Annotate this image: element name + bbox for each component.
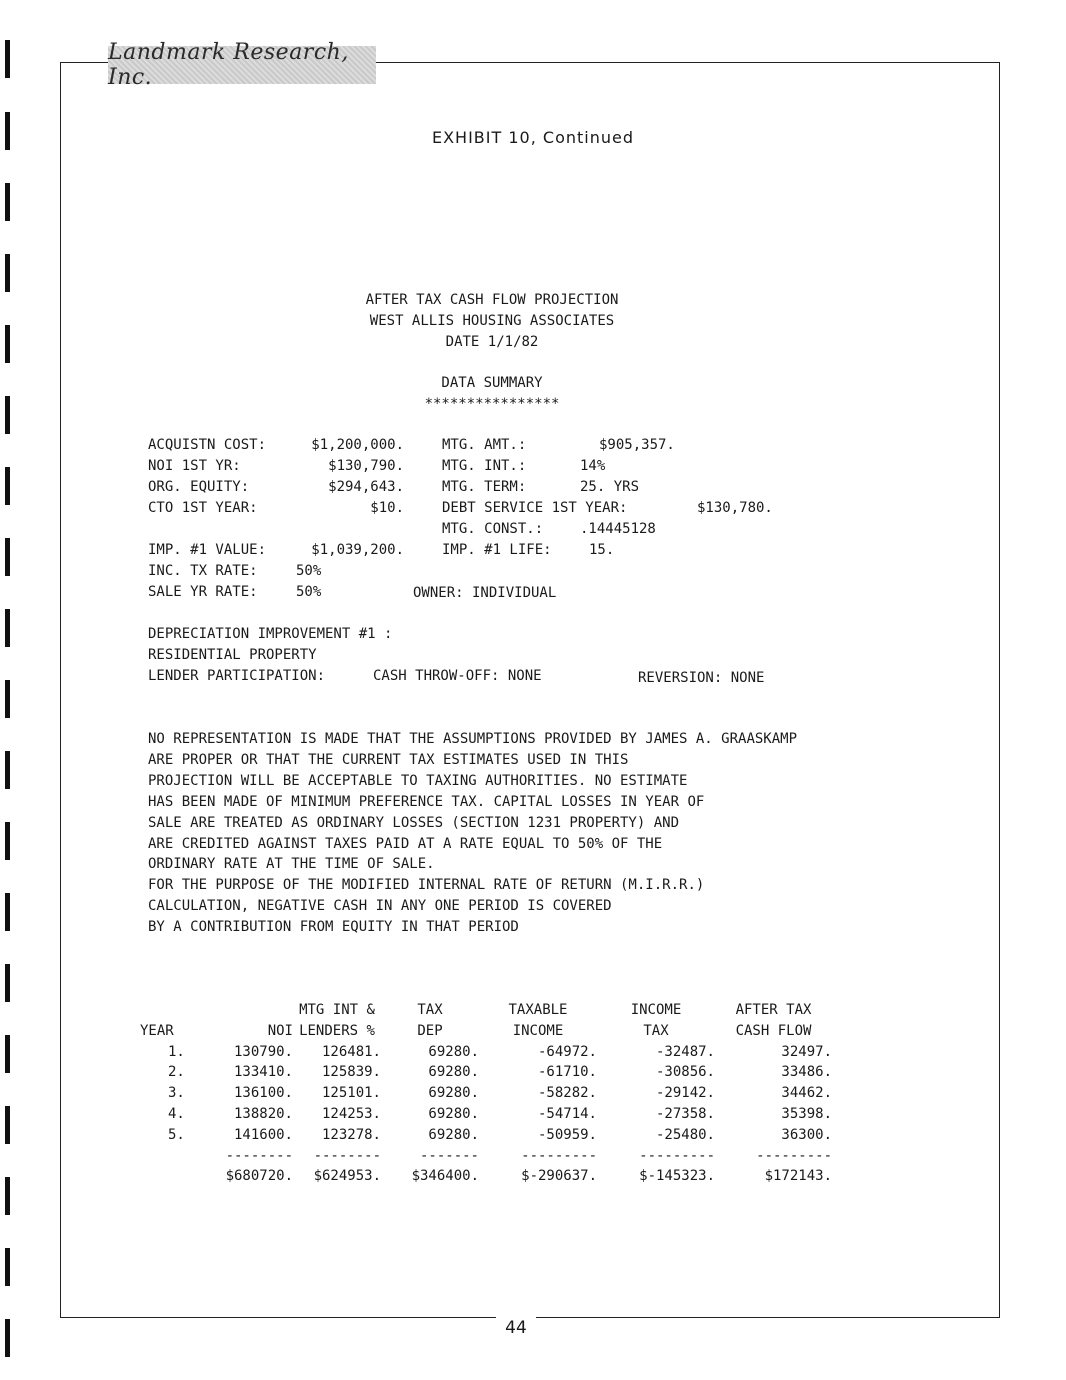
table-cell: $172143. bbox=[764, 1168, 832, 1185]
column-header: NOI bbox=[267, 1022, 293, 1039]
summary-label: MTG. AMT.: bbox=[442, 437, 527, 453]
report-title: AFTER TAX CASH FLOW PROJECTION bbox=[365, 292, 619, 308]
binding-mark bbox=[5, 964, 10, 1002]
table-cell: 123278. bbox=[321, 1126, 381, 1143]
column-header: TAXABLE bbox=[508, 1002, 568, 1018]
disclaimer-line: ARE CREDITED AGAINST TAXES PAID AT A RATE EQUAL TO 50% OF THE bbox=[148, 836, 663, 852]
table-row bbox=[140, 1062, 832, 1083]
table-cell: --------- bbox=[521, 1147, 597, 1164]
summary-label: ORG. EQUITY: bbox=[148, 479, 250, 495]
table-cell: 2. bbox=[168, 1064, 185, 1081]
summary-label: IMP. #1 VALUE: bbox=[148, 542, 267, 558]
table-cell: 5. bbox=[168, 1126, 185, 1143]
summary-label: SALE YR RATE: bbox=[148, 584, 258, 600]
exhibit-title: EXHIBIT 10, Continued bbox=[431, 128, 634, 147]
project-name: WEST ALLIS HOUSING ASSOCIATES bbox=[369, 313, 615, 329]
binding-mark bbox=[5, 254, 10, 292]
table-cell: -61710. bbox=[537, 1064, 597, 1081]
binding-mark bbox=[5, 1177, 10, 1215]
disclaimer-line: HAS BEEN MADE OF MINIMUM PREFERENCE TAX. CAPITAL LOSSES IN YEAR OF bbox=[148, 794, 705, 810]
table-cell: $-145323. bbox=[639, 1168, 715, 1185]
column-header: INCOME bbox=[630, 1002, 682, 1018]
column-header: INCOME bbox=[512, 1022, 564, 1039]
table-cell: $680720. bbox=[225, 1168, 293, 1185]
table-cell: 124253. bbox=[321, 1105, 381, 1122]
table-cell: 133410. bbox=[233, 1064, 293, 1081]
summary-value: $130,790. bbox=[328, 458, 404, 474]
column-header: MTG INT & bbox=[299, 1002, 375, 1018]
binding-mark bbox=[5, 609, 10, 647]
summary-label: INC. TX RATE: bbox=[148, 563, 258, 579]
page-number: 44 bbox=[505, 1318, 527, 1338]
column-header bbox=[195, 1000, 293, 1021]
summary-label: IMP. #1 LIFE: bbox=[442, 542, 552, 558]
table-cell: 69280. bbox=[428, 1064, 479, 1081]
summary-value: 50% bbox=[296, 563, 322, 579]
table-cell: 36300. bbox=[781, 1126, 832, 1143]
binding-mark bbox=[5, 751, 10, 789]
table-cell: -------- bbox=[225, 1147, 293, 1164]
column-header: AFTER TAX bbox=[735, 1002, 812, 1018]
company-logo: Landmark Research, Inc. bbox=[108, 46, 376, 84]
table-cell: --------- bbox=[639, 1147, 715, 1164]
table-cell: 141600. bbox=[233, 1126, 293, 1143]
reversion: REVERSION: NONE bbox=[638, 670, 765, 686]
table-cell: -58282. bbox=[537, 1085, 597, 1102]
table-cell: 126481. bbox=[321, 1043, 381, 1060]
table-cell: -29142. bbox=[655, 1085, 715, 1102]
summary-value: .14445128 bbox=[580, 521, 656, 537]
binding-mark bbox=[5, 893, 10, 931]
table-header-row bbox=[140, 1000, 832, 1021]
table-row bbox=[140, 1125, 832, 1146]
binding-mark bbox=[5, 40, 10, 78]
table-cell: --------- bbox=[756, 1147, 832, 1164]
binding-mark bbox=[5, 1248, 10, 1286]
summary-value: 15. bbox=[589, 542, 615, 558]
table-header-row bbox=[140, 1021, 832, 1042]
table-cell: 69280. bbox=[428, 1085, 479, 1102]
binding-mark bbox=[5, 1106, 10, 1144]
table-row bbox=[140, 1083, 832, 1104]
table-cell: 69280. bbox=[428, 1043, 479, 1060]
summary-value: 25. YRS bbox=[580, 479, 640, 495]
summary-label: MTG. CONST.: bbox=[442, 521, 544, 537]
summary-label: CTO 1ST YEAR: bbox=[148, 500, 258, 516]
disclaimer-line: FOR THE PURPOSE OF THE MODIFIED INTERNAL RATE OF RETURN (M.I.R.R.) bbox=[148, 877, 705, 893]
binding-mark bbox=[5, 467, 10, 505]
table-cell: -50959. bbox=[537, 1126, 597, 1143]
table-cell: 34462. bbox=[781, 1085, 832, 1102]
disclaimer-line: BY A CONTRIBUTION FROM EQUITY IN THAT PERIOD bbox=[148, 919, 519, 935]
table-cell: 125101. bbox=[321, 1085, 381, 1102]
disclaimer-line: SALE ARE TREATED AS ORDINARY LOSSES (SECTION 1231 PROPERTY) AND bbox=[148, 815, 680, 831]
table-cell: 69280. bbox=[428, 1126, 479, 1143]
table-cell: -------- bbox=[313, 1147, 381, 1164]
table-cell: 35398. bbox=[781, 1105, 832, 1122]
lender-participation-label: LENDER PARTICIPATION: bbox=[148, 668, 326, 684]
summary-label: NOI 1ST YR: bbox=[148, 458, 241, 474]
column-header: TAX bbox=[643, 1022, 669, 1039]
table-cell: -27358. bbox=[655, 1105, 715, 1122]
summary-value: $1,200,000. bbox=[311, 437, 404, 453]
summary-value: $130,780. bbox=[697, 500, 773, 516]
disclaimer-line: PROJECTION WILL BE ACCEPTABLE TO TAXING AUTHORITIES. NO ESTIMATE bbox=[148, 773, 688, 789]
summary-value: $905,357. bbox=[599, 437, 675, 453]
summary-label: MTG. TERM: bbox=[442, 479, 527, 495]
binding-mark bbox=[5, 183, 10, 221]
property-type: RESIDENTIAL PROPERTY bbox=[148, 647, 317, 663]
summary-value: 14% bbox=[580, 458, 606, 474]
summary-value: $10. bbox=[370, 500, 404, 516]
binding-mark bbox=[5, 1319, 10, 1357]
table-cell: -64972. bbox=[537, 1043, 597, 1060]
table-cell: 138820. bbox=[233, 1105, 293, 1122]
owner-type: OWNER: INDIVIDUAL bbox=[413, 585, 557, 601]
binding-mark bbox=[5, 680, 10, 718]
summary-label: DEBT SERVICE 1ST YEAR: bbox=[442, 500, 628, 516]
column-header: LENDERS % bbox=[299, 1022, 375, 1039]
table-cell: -32487. bbox=[655, 1043, 715, 1060]
column-header: DEP bbox=[417, 1022, 443, 1039]
summary-value: 50% bbox=[296, 584, 322, 600]
table-cell: 136100. bbox=[233, 1085, 293, 1102]
disclaimer-line: NO REPRESENTATION IS MADE THAT THE ASSUMPTIONS PROVIDED BY JAMES A. GRAASKAMP bbox=[148, 731, 798, 747]
report-date: DATE 1/1/82 bbox=[445, 334, 539, 350]
table-cell: 130790. bbox=[233, 1043, 293, 1060]
table-cell: 32497. bbox=[781, 1043, 832, 1060]
table-cell: -54714. bbox=[537, 1105, 597, 1122]
table-cell: 33486. bbox=[781, 1064, 832, 1081]
depreciation-heading: DEPRECIATION IMPROVEMENT #1 : bbox=[148, 626, 393, 642]
table-totals-row bbox=[140, 1166, 832, 1187]
table-separator-row bbox=[140, 1146, 832, 1167]
cash-throw-off: CASH THROW-OFF: NONE bbox=[373, 668, 542, 684]
table-cell: 69280. bbox=[428, 1105, 479, 1122]
binding-mark bbox=[5, 822, 10, 860]
table-row bbox=[140, 1104, 832, 1125]
disclaimer-line: ARE PROPER OR THAT THE CURRENT TAX ESTIMATES USED IN THIS bbox=[148, 752, 629, 768]
table-cell: $346400. bbox=[411, 1168, 479, 1185]
disclaimer-line: CALCULATION, NEGATIVE CASH IN ANY ONE PERIOD IS COVERED bbox=[148, 898, 612, 914]
column-header: YEAR bbox=[140, 1022, 174, 1039]
table-cell: 1. bbox=[168, 1043, 185, 1060]
column-header bbox=[140, 1000, 195, 1021]
data-summary-title: DATA SUMMARY bbox=[441, 375, 543, 391]
table-cell: $-290637. bbox=[521, 1168, 597, 1185]
summary-label: MTG. INT.: bbox=[442, 458, 527, 474]
table-cell: ------- bbox=[419, 1147, 479, 1164]
table-row bbox=[140, 1042, 832, 1063]
disclaimer-line: ORDINARY RATE AT THE TIME OF SALE. bbox=[148, 856, 435, 872]
summary-value: $1,039,200. bbox=[311, 542, 404, 558]
column-header: CASH FLOW bbox=[735, 1022, 812, 1039]
column-header: TAX bbox=[417, 1002, 443, 1018]
summary-label: ACQUISTN COST: bbox=[148, 437, 267, 453]
cash-flow-table bbox=[140, 1000, 832, 1187]
binding-mark bbox=[5, 1035, 10, 1073]
table-cell: -30856. bbox=[655, 1064, 715, 1081]
table-cell: 3. bbox=[168, 1085, 185, 1102]
binding-mark bbox=[5, 538, 10, 576]
table-cell: 125839. bbox=[321, 1064, 381, 1081]
table-cell bbox=[140, 1166, 195, 1187]
summary-value: $294,643. bbox=[328, 479, 404, 495]
table-cell bbox=[140, 1146, 195, 1167]
data-summary-underline: **************** bbox=[424, 396, 560, 412]
table-cell: $624953. bbox=[313, 1168, 381, 1185]
table-cell: 4. bbox=[168, 1105, 185, 1122]
table-cell: -25480. bbox=[655, 1126, 715, 1143]
